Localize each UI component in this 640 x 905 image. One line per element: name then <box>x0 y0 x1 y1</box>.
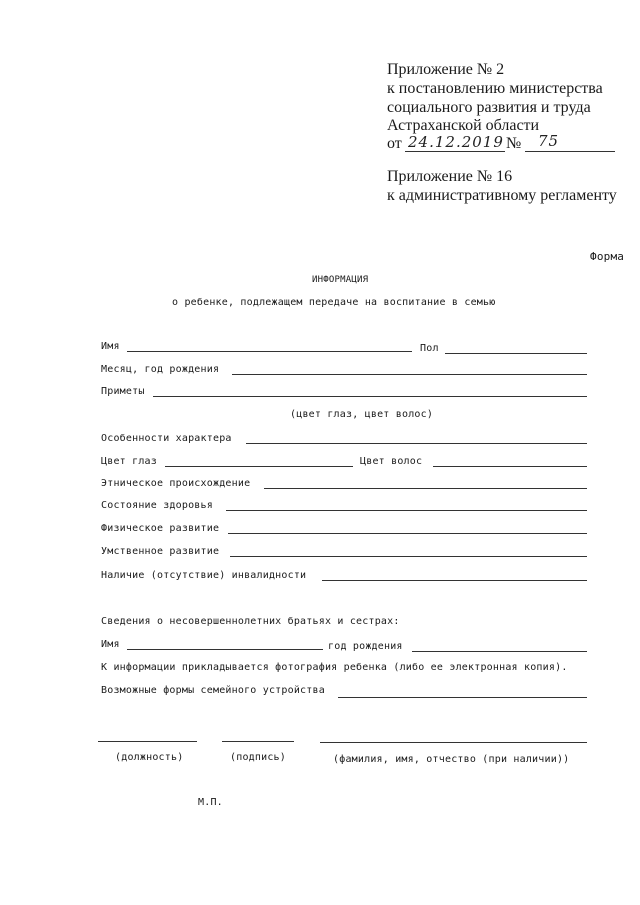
stamp-place: М.П. <box>198 797 223 808</box>
sibling-birth-label: год рождения <box>328 641 403 652</box>
sibling-name-label: Имя <box>101 639 120 650</box>
appendix-2-line-4: Астраханской области <box>387 117 540 134</box>
handwritten-date: 24.12.2019 <box>408 133 504 151</box>
appendix-16-line-2: к административному регламенту <box>387 187 617 204</box>
fio-caption: (фамилия, имя, отчество (при наличии)) <box>333 754 570 765</box>
signs-label: Приметы <box>101 386 145 397</box>
appendix-16-title: Приложение № 16 <box>387 168 513 185</box>
position-line[interactable] <box>98 741 197 742</box>
birth-label: Месяц, год рождения <box>101 364 220 375</box>
doc-title: ИНФОРМАЦИЯ <box>312 275 369 285</box>
mental-field-line[interactable] <box>230 556 587 557</box>
signs-field-line[interactable] <box>153 396 587 397</box>
appendix-2-line-2: к постановлению министерства <box>387 80 603 97</box>
photo-note: К информации прикладывается фотография ребенка (либо ее электронная копия). <box>101 662 568 673</box>
character-label: Особенности характера <box>101 433 232 444</box>
appendix-2-title: Приложение № 2 <box>387 61 505 78</box>
number-sign: № <box>506 135 522 152</box>
health-label: Состояние здоровья <box>101 500 213 511</box>
eye-color-field-line[interactable] <box>165 466 353 467</box>
handwritten-number: 75 <box>538 132 560 150</box>
name-label: Имя <box>101 341 120 352</box>
character-field-line[interactable] <box>246 443 587 444</box>
signs-hint: (цвет глаз, цвет волос) <box>290 409 434 420</box>
disability-field-line[interactable] <box>322 580 587 581</box>
hair-color-label: Цвет волос <box>360 456 423 467</box>
fio-line[interactable] <box>320 742 587 743</box>
ethnic-label: Этническое происхождение <box>101 478 251 489</box>
date-prefix: от <box>387 135 402 152</box>
position-caption: (должность) <box>115 752 184 763</box>
siblings-heading: Сведения о несовершеннолетних братьях и сестрах: <box>101 616 400 627</box>
sex-label: Пол <box>420 343 439 354</box>
birth-field-line[interactable] <box>232 374 587 375</box>
sign-caption: (подпись) <box>230 752 286 763</box>
eye-color-label: Цвет глаз <box>101 456 157 467</box>
sibling-name-line[interactable] <box>127 649 323 650</box>
physical-label: Физическое развитие <box>101 523 220 534</box>
health-field-line[interactable] <box>226 510 587 511</box>
sign-line[interactable] <box>222 741 294 742</box>
disability-label: Наличие (отсутствие) инвалидности <box>101 570 307 581</box>
sex-field-line[interactable] <box>445 353 587 354</box>
physical-field-line[interactable] <box>228 533 587 534</box>
ethnic-field-line[interactable] <box>264 488 587 489</box>
name-field-line[interactable] <box>127 351 412 352</box>
number-line <box>525 151 615 152</box>
date-line <box>405 151 505 152</box>
family-forms-label: Возможные формы семейного устройства <box>101 685 325 696</box>
doc-subtitle: о ребенке, подлежащем передаче на воспитание в семью <box>172 297 496 308</box>
sibling-birth-line[interactable] <box>412 651 587 652</box>
family-forms-line[interactable] <box>338 697 587 698</box>
forma-label: Форма <box>590 250 625 263</box>
appendix-2-line-3: социального развития и труда <box>387 99 591 116</box>
hair-color-field-line[interactable] <box>433 466 587 467</box>
mental-label: Умственное развитие <box>101 546 220 557</box>
